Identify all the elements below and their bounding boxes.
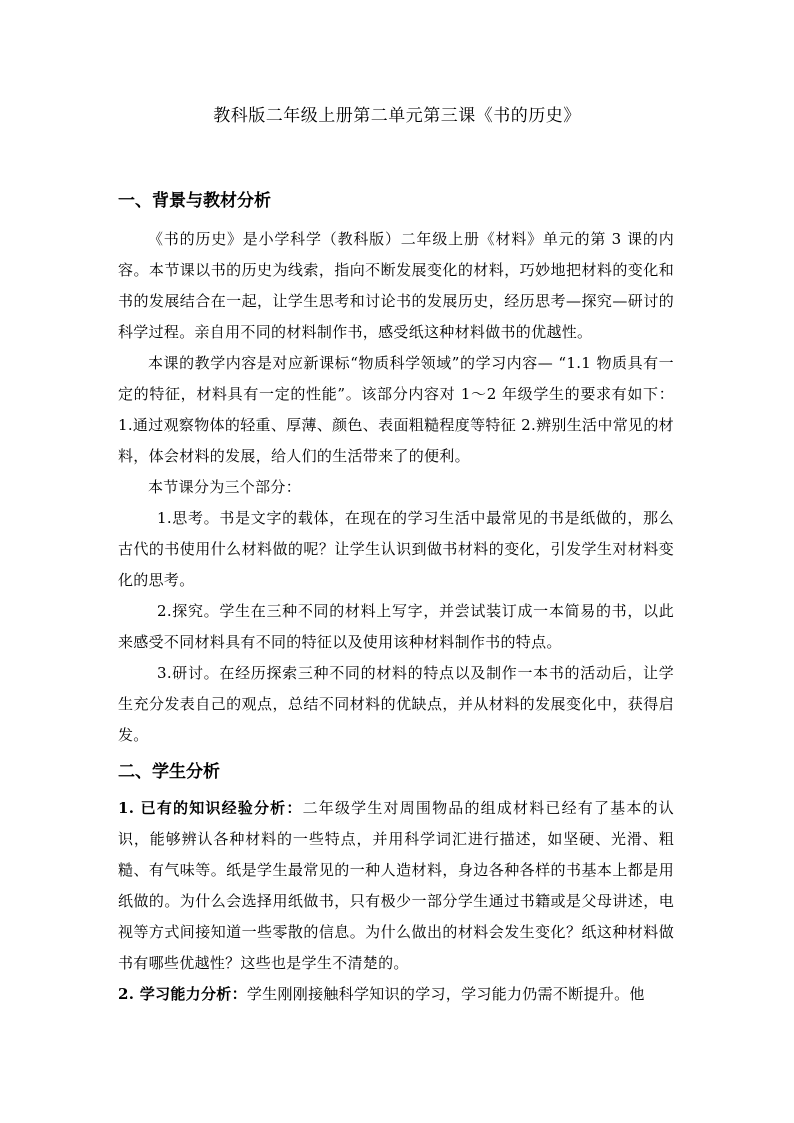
document-body <box>118 186 674 1010</box>
page-title: 教科版二年级上册第二单元第三课《书的历史》 <box>213 106 581 126</box>
learning-ability-label: 2. 学习能力分析： <box>118 985 247 1003</box>
prior-knowledge-label: 1. 已有的知识经验分析： <box>118 799 303 817</box>
section-heading-background: 一、背景与教材分析 <box>118 191 271 211</box>
paragraph-learning-ability <box>118 979 674 1010</box>
paragraph-part-discuss: 3.研讨。在经历探索三种不同的材料的特点以及制作一本书的活动后，让学生充分发表自己的观点，总结不同材料的优缺点，并从材料的发展变化中，获得启发。 <box>118 664 674 744</box>
paragraph-part-think: 1.思考。书是文字的载体，在现在的学习生活中最常见的书是纸做的，那么古代的书使用什么材料做的呢？让学生认识到做书材料的变化，引发学生对材料变化的思考。 <box>118 509 674 589</box>
paragraph-part-explore: 2.探究。学生在三种不同的材料上写字，并尝试装订成一本简易的书，以此来感受不同材料具有不同的特征以及使用该种材料制作书的特点。 <box>118 602 674 651</box>
learning-ability-text: 学生刚刚接触科学知识的学习，学习能力仍需不断提升。他 <box>246 985 645 1003</box>
paragraph-prior-knowledge <box>118 793 674 979</box>
paragraph-parts-intro: 本节课分为三个部分： <box>148 478 302 496</box>
paragraph-curriculum: 本课的教学内容是对应新课标“物质科学领域”的学习内容— “1.1 物质具有一定的特征，材料具有一定的性能”。该部分内容对 1～2 年级学生的要求有如下：1.通过观察物体的轻重、厚薄、颜色、表面粗糙程度等特征 2.辨别生活中常见的材料，体会材料的发展，给人们的生活带来了的便利。 <box>118 354 674 465</box>
section-heading-student-analysis: 二、学生分析 <box>118 762 220 782</box>
paragraph-intro: 《书的历史》是小学科学（教科版）二年级上册《材料》单元的第 3 课的内容。本节课以书的历史为线索，指向不断发展变化的材料，巧妙地把材料的变化和书的发展结合在一起，让学生思考和讨论书的发展历史，经历思考—探究—研讨的科学过程。亲自用不同的材料制作书，感受纸这种材料做书的优越性。 <box>118 230 674 341</box>
prior-knowledge-text: 二年级学生对周围物品的组成材料已经有了基本的认识，能够辨认各种材料的一些特点，并用科学词汇进行描述，如坚硬、光滑、粗糙、有气味等。纸是学生最常见的一种人造材料，身边各种各样的书基本上都是用纸做的。为什么会选择用纸做书，只有极少一部分学生通过书籍或是父母讲述，电视等方式间接知道一些零散的信息。为什么做出的材料会发生变化？纸这种材料做书有哪些优越性？这些也是学生不清楚的。 <box>118 799 674 972</box>
